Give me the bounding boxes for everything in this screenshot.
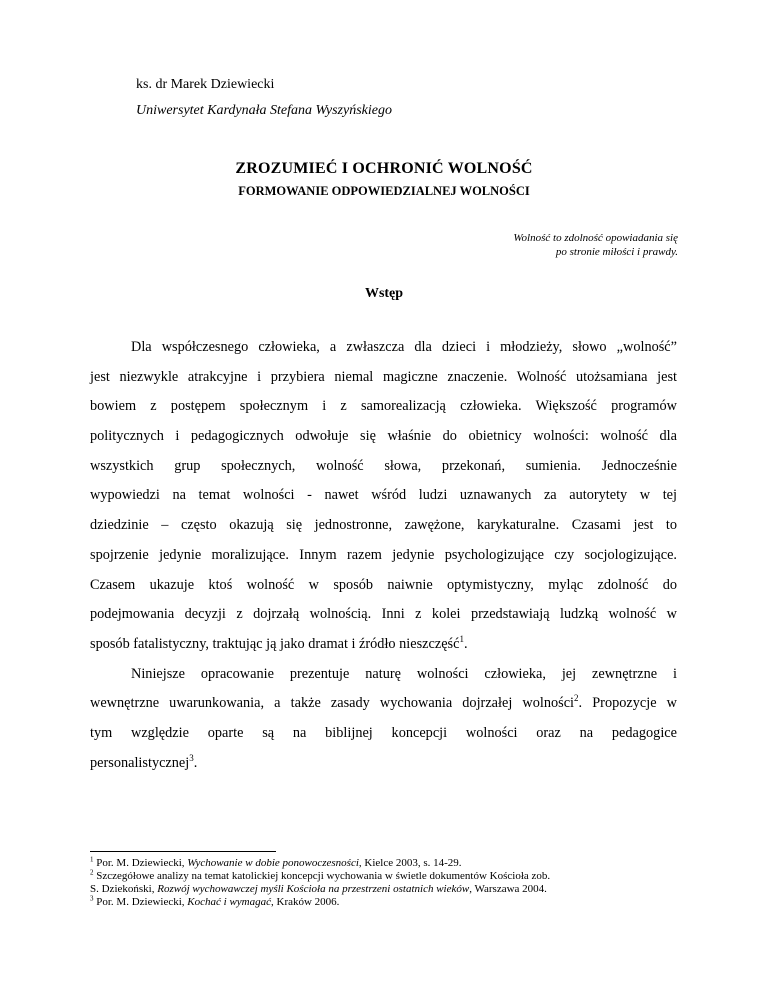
footnote-number: 2: [90, 868, 94, 877]
paragraph-line: jest niezwykle atrakcyjne i przybiera niemal magiczne znaczenie. Wolność utożsamiana jest: [90, 368, 677, 385]
paragraph-line: dziedzinie – często okazują się jednostronne, zawężone, karykaturalne. Czasami jest to: [90, 517, 677, 534]
footnote-text: S. Dziekoński,: [90, 883, 158, 895]
footnote-text: Por. M. Dziewiecki,: [96, 857, 188, 869]
footnote-separator: [90, 851, 276, 852]
footnote-number: 3: [90, 894, 94, 903]
footnote-number: 1: [90, 855, 94, 864]
footnote-text: , Kielce 2003, s. 14-29.: [358, 857, 462, 869]
paragraph-text: sposób fatalistyczny, traktując ją jako dramat i źródło nieszczęść: [90, 635, 460, 652]
epigraph-line: Wolność to zdolność opowiadania się: [513, 232, 678, 244]
footnote-work-title: Kochać i wymagać: [187, 896, 271, 908]
paragraph-line: Niniejsze opracowanie prezentuje naturę wolności człowieka, jej zewnętrzne i: [131, 665, 677, 682]
document-subtitle: FORMOWANIE ODPOWIEDZIALNEJ WOLNOŚCI: [238, 184, 530, 198]
epigraph: [513, 231, 678, 259]
paragraph-line: [90, 689, 677, 719]
epigraph-line: po stronie miłości i prawdy.: [555, 246, 678, 258]
footnote: [90, 857, 690, 870]
paragraph-line: Czasem ukazuje ktoś wolność w sposób naiwnie optymistyczny, myląc zdolność do: [90, 576, 677, 593]
author-name: ks. dr Marek Dziewiecki: [136, 77, 275, 92]
footnote-text: Por. M. Dziewiecki,: [96, 896, 188, 908]
paragraph-line: wszystkich grup społecznych, wolność słowa, przekonań, sumienia. Jednocześnie: [90, 457, 677, 474]
paragraph-line: tym względzie oparte są na biblijnej koncepcji wolności oraz na pedagogice: [90, 724, 677, 741]
footnote-work-title: Wychowanie w dobie ponowoczesności: [187, 857, 359, 869]
footnote-ref[interactable]: 1: [459, 634, 464, 645]
footnote-text: , Kraków 2006.: [271, 896, 340, 908]
footnote-continuation: [90, 883, 690, 896]
paragraph-text: .: [193, 754, 198, 771]
paragraph-text: personalistycznej: [90, 754, 190, 771]
body-text: [90, 333, 677, 778]
author-affiliation: Uniwersytet Kardynała Stefana Wyszyńskiego: [136, 103, 392, 118]
paragraph-line: spojrzenie jedynie moralizujące. Innym razem jedynie psychologizujące czy socjologizujące.: [90, 546, 677, 563]
paragraph-line: bowiem z postępem społecznym i z samorealizacją człowieka. Większość programów: [90, 398, 677, 415]
footnote-ref[interactable]: 3: [189, 752, 194, 763]
footnote-text: Szczegółowe analizy na temat katolickiej koncepcji wychowania w świetle dokumentów Kościoła zob.: [96, 870, 551, 882]
paragraph-line: podejmowania decyzji z dojrzałą wolnością. Inni z kolei przedstawiają ludzką wolność w: [90, 606, 677, 623]
footnote: [90, 870, 690, 883]
footnote-work-title: Rozwój wychowawczej myśli Kościoła na przestrzeni ostatnich wieków: [157, 883, 470, 895]
paragraph-line: wypowiedzi na temat wolności - nawet wśród ludzi uznawanych za autorytety w tej: [90, 487, 677, 504]
paragraph-text: .: [463, 635, 468, 652]
paragraph-line: politycznych i pedagogicznych odwołuje się właśnie do obietnicy wolności: wolność dla: [90, 428, 677, 445]
footnote: [90, 896, 690, 909]
paragraph-line: [90, 630, 677, 660]
footnotes: [90, 857, 690, 909]
footnote-ref[interactable]: 2: [574, 693, 579, 704]
section-heading: Wstęp: [364, 286, 404, 301]
footnote-text: , Warszawa 2004.: [469, 883, 547, 895]
paragraph-text: . Propozycje w: [578, 695, 677, 712]
document-title: ZROZUMIEĆ I OCHRONIĆ WOLNOŚĆ: [235, 160, 533, 177]
paragraph-line: [90, 749, 677, 779]
paragraph-text: wewnętrzne uwarunkowania, a także zasady wychowania dojrzałej wolności: [90, 695, 575, 712]
paragraph-line: Dla współczesnego człowieka, a zwłaszcza dla dzieci i młodzieży, słowo „wolność”: [131, 339, 677, 355]
